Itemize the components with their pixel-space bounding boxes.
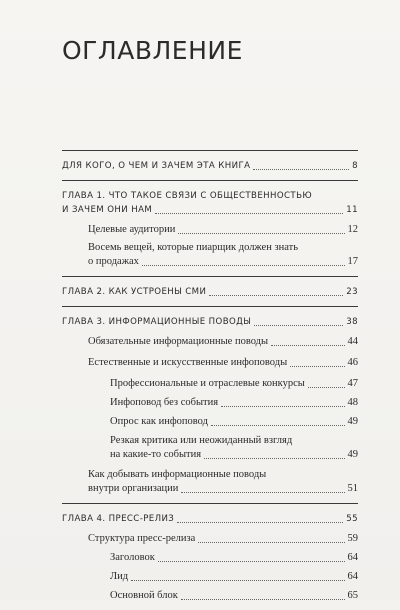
toc-entry-page: 23	[346, 287, 358, 297]
toc-entry-title: Заголовок	[110, 552, 155, 563]
dot-leader	[178, 233, 344, 234]
toc-entry-sharp-criticism[interactable]	[62, 434, 358, 462]
toc-entry-chapter-3[interactable]	[62, 315, 358, 329]
toc-entry-page: 11	[346, 205, 358, 215]
dot-leader	[253, 169, 349, 170]
dot-leader	[177, 522, 343, 523]
toc-entry-page: 38	[346, 317, 358, 327]
toc-entry-title-line1: ГЛАВА 1. ЧТО ТАКОЕ СВЯЗИ С ОБЩЕСТВЕННОСТЬЮ	[62, 191, 313, 201]
page-title: ОГЛАВЛЕНИЕ	[62, 36, 243, 65]
toc-entry-no-event[interactable]	[62, 396, 358, 410]
toc-entry-page: 59	[347, 533, 358, 544]
toc-entry-page: 8	[352, 161, 358, 171]
toc-entry-title: ГЛАВА 4. ПРЕСС-РЕЛИЗ	[62, 514, 175, 524]
toc-entry-title: Опрос как инфоповод	[110, 416, 208, 427]
toc-entry-page: 44	[347, 336, 358, 347]
dot-leader	[254, 325, 343, 326]
toc-entry-page: 47	[347, 378, 358, 389]
toc-entry-lead[interactable]	[62, 570, 358, 584]
toc-entry-title: Профессиональные и отраслевые конкурсы	[110, 378, 305, 389]
dot-leader	[158, 561, 345, 562]
toc-entry-title: ГЛАВА 3. ИНФОРМАЦИОННЫЕ ПОВОДЫ	[62, 317, 252, 327]
toc-entry-title: Естественные и искусственные инфоповоды	[88, 357, 288, 368]
toc-entry-page: 65	[347, 590, 358, 601]
toc-entry-title: Основной блок	[110, 590, 178, 601]
dot-leader	[204, 458, 344, 459]
toc-entry-how-to-get-news[interactable]	[62, 468, 358, 496]
toc-entry-chapter-4[interactable]	[62, 512, 358, 526]
toc-entry-title: ДЛЯ КОГО, О ЧЕМ И ЗАЧЕМ ЭТА КНИГА	[62, 161, 251, 171]
toc-section-intro	[62, 151, 358, 180]
toc-section-chapter-4	[62, 504, 358, 610]
toc-entry-eight-things[interactable]	[62, 241, 358, 269]
toc-entry-page: 64	[347, 552, 358, 563]
toc-entry-page: 17	[347, 256, 358, 267]
toc-entry-title: Обязательные информационные поводы	[88, 336, 269, 347]
dot-leader	[198, 542, 344, 543]
toc-entry-title: Структура пресс-релиза	[88, 533, 196, 544]
toc-entry-page: 48	[347, 397, 358, 408]
toc-entry-title-line2: на какие-то события	[110, 449, 202, 460]
toc-entry-title-line2: о продажах	[88, 256, 139, 267]
toc-entry-page: 64	[347, 571, 358, 582]
toc-entry-title-line1: Как добывать информационные поводы	[88, 469, 267, 480]
toc-entry-page: 12	[347, 224, 358, 235]
toc-entry-page: 51	[347, 483, 358, 494]
toc-entry-page: 55	[346, 514, 358, 524]
dot-leader	[155, 213, 343, 214]
dot-leader	[308, 387, 345, 388]
toc-entry-natural-artificial[interactable]	[62, 356, 358, 370]
toc-entry-title: Инфоповод без события	[110, 397, 219, 408]
toc-entry-title-line2: И ЗАЧЕМ ОНИ НАМ	[62, 205, 153, 215]
toc-entry-main-block[interactable]	[62, 589, 358, 603]
toc-entry-title: Целевые аудитории	[88, 224, 176, 235]
dot-leader	[290, 366, 344, 367]
dot-leader	[221, 406, 344, 407]
toc-entry-page: 46	[347, 357, 358, 368]
toc-entry-target-audiences[interactable]	[62, 223, 358, 237]
toc-entry-page: 49	[347, 449, 358, 460]
toc-entry-title-line1: Резкая критика или неожиданный взгляд	[110, 435, 293, 446]
toc-entry-chapter-2[interactable]	[62, 285, 358, 299]
toc-entry-title-line1: Восемь вещей, которые пиарщик должен знать	[88, 242, 298, 253]
toc-entry-chapter-1[interactable]	[62, 189, 358, 217]
toc-entry-title-line2: внутри организации	[88, 483, 179, 494]
toc-entry-contests[interactable]	[62, 377, 358, 391]
toc-entry-survey[interactable]	[62, 415, 358, 429]
dot-leader	[142, 265, 345, 266]
toc-section-chapter-2	[62, 277, 358, 306]
table-of-contents	[62, 150, 358, 610]
toc-section-chapter-1	[62, 181, 358, 276]
dot-leader	[211, 425, 345, 426]
toc-entry-mandatory-news[interactable]	[62, 335, 358, 349]
dot-leader	[271, 345, 344, 346]
dot-leader	[131, 580, 344, 581]
toc-entry-intro[interactable]	[62, 159, 358, 173]
toc-entry-page: 49	[347, 416, 358, 427]
toc-entry-title: Лид	[110, 571, 129, 582]
toc-entry-headline[interactable]	[62, 551, 358, 565]
toc-entry-title: ГЛАВА 2. КАК УСТРОЕНЫ СМИ	[62, 287, 207, 297]
dot-leader	[181, 492, 344, 493]
toc-entry-structure[interactable]	[62, 532, 358, 546]
toc-section-chapter-3	[62, 307, 358, 503]
dot-leader	[209, 295, 343, 296]
